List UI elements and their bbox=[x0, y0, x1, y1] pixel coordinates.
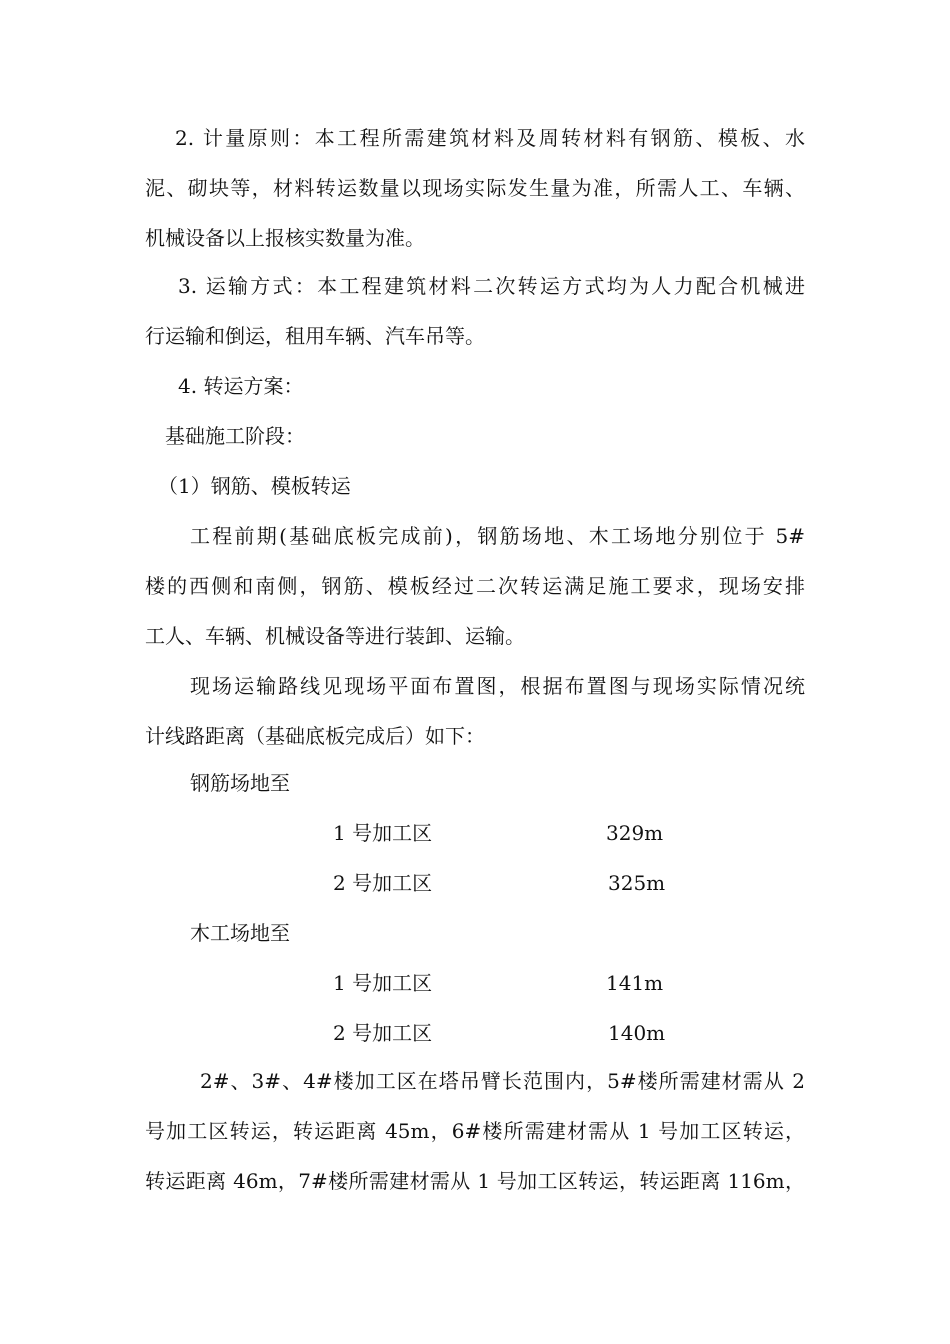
wood-row-1-area: 1 号加工区 bbox=[333, 971, 433, 995]
p2-line-1: 2. 计量原则：本工程所需建筑材料及周转材料有钢筋、模板、水 bbox=[175, 126, 805, 150]
p6-line-1: 现场运输路线见现场平面布置图，根据布置图与现场实际情况统 bbox=[190, 674, 805, 698]
p5-line-3: 工人、车辆、机械设备等进行装卸、运输。 bbox=[145, 624, 525, 648]
rebar-site-title: 钢筋场地至 bbox=[190, 771, 290, 795]
p3-line-2: 行运输和倒运，租用车辆、汽车吊等。 bbox=[145, 324, 485, 348]
p7-line-2: 号加工区转运，转运距离 45m，6#楼所需建材需从 1 号加工区转运， bbox=[145, 1119, 805, 1143]
p2-line-2: 泥、砌块等，材料转运数量以现场实际发生量为准，所需人工、车辆、 bbox=[145, 176, 805, 200]
wood-row-2-distance: 140m bbox=[608, 1021, 666, 1045]
p5-line-2: 楼的西侧和南侧，钢筋、模板经过二次转运满足施工要求，现场安排 bbox=[145, 574, 805, 598]
p2-line-3: 机械设备以上报核实数量为准。 bbox=[145, 226, 425, 250]
p7-line-1: 2#、3#、4#楼加工区在塔吊臂长范围内，5#楼所需建材需从 2 bbox=[200, 1069, 805, 1093]
subsection-1-heading: （1）钢筋、模板转运 bbox=[158, 474, 351, 498]
stage-heading: 基础施工阶段： bbox=[165, 424, 305, 448]
p5-line-1: 工程前期(基础底板完成前)，钢筋场地、木工场地分别位于 5# bbox=[190, 524, 805, 548]
rebar-row-1-area: 1 号加工区 bbox=[333, 821, 433, 845]
wood-row-1-distance: 141m bbox=[606, 971, 664, 995]
rebar-row-2-distance: 325m bbox=[608, 871, 666, 895]
wood-site-title: 木工场地至 bbox=[190, 921, 290, 945]
wood-row-2-area: 2 号加工区 bbox=[333, 1021, 433, 1045]
section-4-heading: 4. 转运方案： bbox=[178, 374, 304, 398]
p6-line-2: 计线路距离（基础底板完成后）如下： bbox=[145, 724, 485, 748]
rebar-row-2-area: 2 号加工区 bbox=[333, 871, 433, 895]
p3-line-1: 3. 运输方式：本工程建筑材料二次转运方式均为人力配合机械进 bbox=[178, 274, 805, 298]
p7-line-3: 转运距离 46m，7#楼所需建材需从 1 号加工区转运，转运距离 116m， bbox=[145, 1169, 805, 1193]
rebar-row-1-distance: 329m bbox=[606, 821, 664, 845]
